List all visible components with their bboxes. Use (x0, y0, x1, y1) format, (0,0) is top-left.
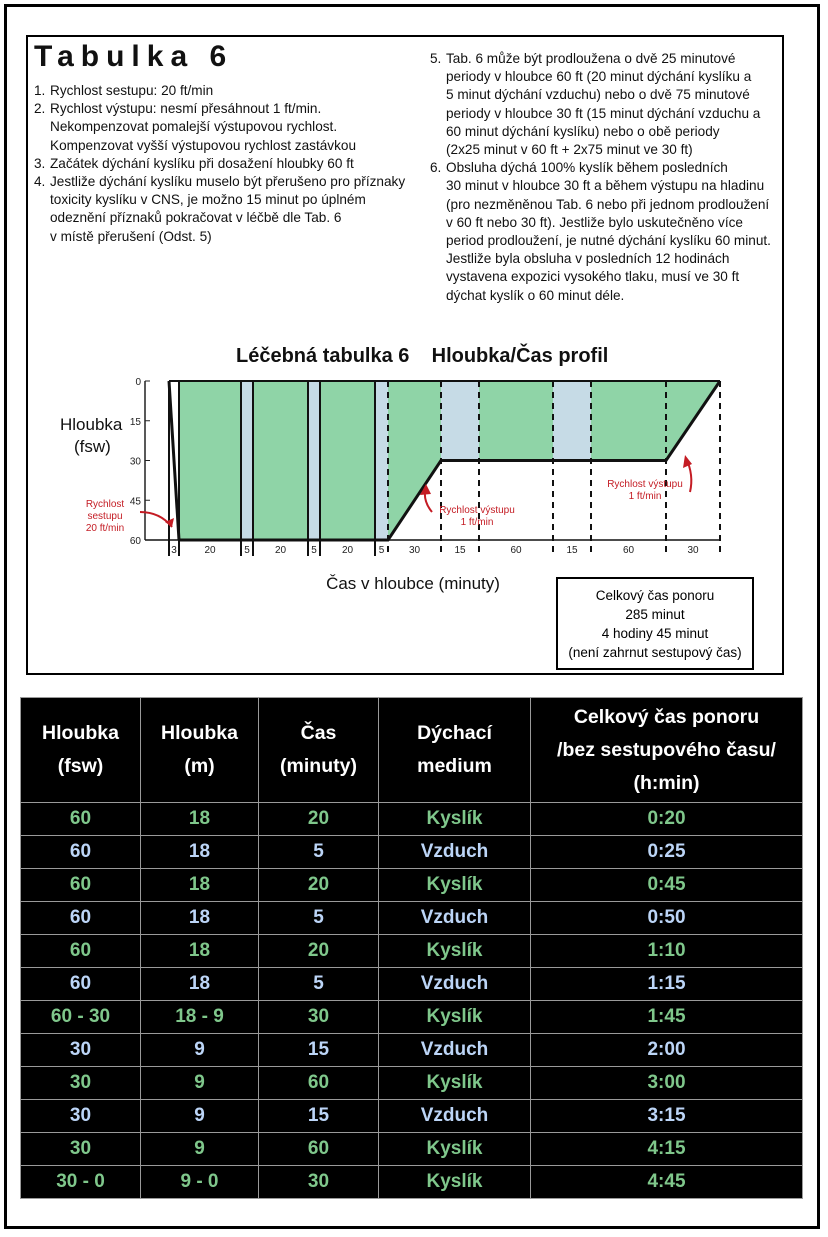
note-line: Obsluha dýchá 100% kyslík během posledních (446, 160, 728, 176)
note-line: 30 minut v hloubce 30 ft a během výstupu na hladinu (446, 178, 765, 194)
note-number: 3. (34, 155, 46, 171)
table-cell: 4:45 (531, 1166, 803, 1199)
oxygen-segment (591, 381, 666, 461)
table-cell: 9 (141, 1067, 259, 1100)
table-cell: 0:25 (531, 836, 803, 869)
note-line: Jestliže byla obsluha v posledních 12 hodinách (446, 251, 730, 267)
oxygen-segment (320, 381, 375, 540)
segment-minutes-label: 60 (510, 545, 522, 556)
table-cell: 0:45 (531, 869, 803, 902)
table-cell: 0:50 (531, 902, 803, 935)
air-segment (375, 381, 388, 540)
segment-minutes-label: 5 (244, 545, 250, 556)
column-header (259, 698, 379, 803)
table-cell: 20 (259, 935, 379, 968)
table-cell: Vzduch (379, 1100, 531, 1133)
table-row (21, 1133, 803, 1166)
note-line: 5 minut dýchání vzduchu) nebo o dvě 75 minutové (446, 87, 750, 103)
table-cell: Kyslík (379, 803, 531, 836)
table-row (21, 935, 803, 968)
table-cell: 30 (259, 1166, 379, 1199)
note-number: 4. (34, 174, 46, 190)
table-cell: 9 (141, 1100, 259, 1133)
note-line: v 60 ft nebo 30 ft). Jestliže bylo uskutečněno více (446, 214, 743, 230)
ascent-note-line: Rychlost výstupu (439, 505, 515, 516)
table-cell: 18 (141, 836, 259, 869)
table-row (21, 1034, 803, 1067)
note-line: Nekompenzovat pomalejší výstupovou rychlost. (50, 119, 338, 135)
note-line: period prodloužení, je nutné dýchání kyslíku 60 minut. (446, 233, 771, 249)
table-cell: 60 (21, 803, 141, 836)
table-cell: 60 - 30 (21, 1001, 141, 1034)
air-segment (241, 381, 253, 540)
table-cell: 0:20 (531, 803, 803, 836)
note-line: v místě přerušení (Odst. 5) (50, 228, 212, 244)
table-header-row (21, 698, 803, 803)
oxygen-segment (179, 381, 241, 540)
y-axis-unit: (fsw) (74, 437, 111, 456)
table-cell: 60 (21, 869, 141, 902)
table-cell: Kyslík (379, 1001, 531, 1034)
table-cell: 60 (259, 1067, 379, 1100)
oxygen-segment (479, 381, 553, 461)
descent-note-line: sestupu (87, 511, 123, 522)
table-cell: 2:00 (531, 1034, 803, 1067)
column-header (379, 698, 531, 803)
ascent-note-line: Rychlost výstupu (607, 479, 683, 490)
table-cell: 30 - 0 (21, 1166, 141, 1199)
segment-minutes-label: 30 (408, 545, 421, 556)
chart-title: Léčebná tabulka 6 Hloubka/Čas profil (236, 345, 609, 367)
table-cell: 18 (141, 869, 259, 902)
table-cell: 5 (259, 836, 379, 869)
table-row (21, 1001, 803, 1034)
table-cell: 5 (259, 902, 379, 935)
table-cell: 15 (259, 1100, 379, 1133)
table-cell: 30 (21, 1067, 141, 1100)
segment-minutes-label: 5 (311, 545, 317, 556)
note-line: Rychlost výstupu: nesmí přesáhnout 1 ft/min. (50, 101, 322, 117)
air-segment (553, 381, 591, 461)
segment-minutes-label: 15 (566, 545, 578, 556)
table-cell: 30 (21, 1100, 141, 1133)
table-cell: 1:10 (531, 935, 803, 968)
table-cell: 60 (21, 935, 141, 968)
table-cell: 30 (21, 1034, 141, 1067)
y-axis-label: Hloubka (60, 415, 123, 434)
table-cell: Kyslík (379, 869, 531, 902)
table-cell: 18 (141, 935, 259, 968)
table-cell: 18 (141, 968, 259, 1001)
ascent-segment (388, 381, 441, 540)
segment-minutes-label: 3 (171, 545, 177, 556)
note-line: Rychlost sestupu: 20 ft/min (50, 83, 214, 98)
segment-minutes-label: 20 (341, 545, 354, 556)
table-cell: 20 (259, 803, 379, 836)
note-line: Tab. 6 může být prodloužena o dvě 25 minutové (446, 51, 736, 66)
note-line: Jestliže dýchání kyslíku muselo být přerušeno pro příznaky (50, 174, 406, 190)
table-cell: 60 (21, 836, 141, 869)
column-header-line: Dýchací (417, 722, 492, 744)
segment-minutes-label: 20 (274, 545, 287, 556)
column-header-line: /bez sestupového času/ (557, 738, 776, 761)
table-cell: 60 (259, 1133, 379, 1166)
table-cell: 9 - 0 (141, 1166, 259, 1199)
table-cell: Vzduch (379, 1034, 531, 1067)
table-row (21, 1067, 803, 1100)
table-cell: 15 (259, 1034, 379, 1067)
table-cell: 9 (141, 1133, 259, 1166)
page-title: Tabulka 6 (34, 40, 234, 73)
ascent-note-arrowhead (683, 455, 692, 468)
table-cell: 60 (21, 968, 141, 1001)
y-tick-label: 60 (129, 536, 141, 547)
y-tick-label: 15 (129, 416, 141, 428)
note-line: toxicity kyslíku v CNS, je možno 15 minut po úplném (50, 192, 366, 208)
note-number: 1. (34, 83, 46, 98)
y-tick-label: 30 (129, 456, 141, 468)
column-header-line: (m) (184, 755, 215, 777)
column-header-line: Hloubka (42, 722, 119, 744)
table-row (21, 902, 803, 935)
table-cell: 1:15 (531, 968, 803, 1001)
table-cell: 3:15 (531, 1100, 803, 1133)
table-cell: Kyslík (379, 1133, 531, 1166)
note-line: dýchat kyslík o 60 minut déle. (446, 287, 625, 303)
table-cell: 18 (141, 902, 259, 935)
note-number: 6. (430, 160, 442, 176)
column-header (531, 698, 803, 803)
descent-note-line: Rychlost (85, 499, 125, 510)
note-line: Začátek dýchání kyslíku při dosažení hloubky 60 ft (50, 155, 354, 171)
summary-line: 4 hodiny 45 minut (601, 626, 709, 641)
table-row (21, 803, 803, 836)
column-header-line: Celkový čas ponoru (573, 705, 760, 728)
column-header-line: (h:min) (633, 771, 700, 794)
segment-minutes-label: 15 (454, 545, 466, 556)
descent-note-line: 20 ft/min (85, 523, 125, 534)
segment-minutes-label: 60 (622, 545, 635, 556)
treatment-table (20, 697, 803, 1199)
table-row (21, 869, 803, 902)
ascent-note-line: 1 ft/min (460, 517, 494, 528)
note-line: periody v hloubce 60 ft (20 minut dýchání kyslíku a (446, 69, 752, 85)
column-header-line: Čas (300, 722, 337, 744)
air-segment (441, 381, 479, 461)
note-line: vystavena expozici vysokého tlaku, musí ve 30 ft (446, 269, 740, 285)
table-cell: 4:15 (531, 1133, 803, 1166)
summary-line: Celkový čas ponoru (595, 588, 715, 603)
column-header-line: Hloubka (161, 722, 238, 744)
table-cell: 5 (259, 968, 379, 1001)
y-tick-label: 45 (129, 496, 141, 508)
oxygen-segment (253, 381, 308, 540)
table-row (21, 968, 803, 1001)
air-segment (308, 381, 320, 540)
note-line: (pro nezměněnou Tab. 6 nebo při jednom prodloužení (446, 196, 770, 212)
table-cell: Kyslík (379, 1067, 531, 1100)
table-cell: 9 (141, 1034, 259, 1067)
table-cell: 60 (21, 902, 141, 935)
column-header (141, 698, 259, 803)
column-header-line: (fsw) (57, 755, 104, 777)
column-header (21, 698, 141, 803)
table-cell: 3:00 (531, 1067, 803, 1100)
table-cell: Vzduch (379, 902, 531, 935)
table-cell: 18 - 9 (141, 1001, 259, 1034)
summary-line: (není zahrnut sestupový čas) (568, 645, 742, 660)
total-time-summary (556, 577, 754, 670)
note-number: 2. (34, 101, 46, 117)
y-tick-label: 0 (135, 377, 141, 388)
table-cell: Kyslík (379, 935, 531, 968)
column-header-line: medium (417, 755, 492, 777)
ascent-note-line: 1 ft/min (628, 491, 662, 502)
note-line: 60 minut dýchání kyslíku) nebo o obě periody (446, 123, 720, 139)
table-cell: Vzduch (379, 968, 531, 1001)
note-line: odeznění příznaků pokračovat v léčbě dle Tab. 6 (50, 210, 342, 226)
segment-minutes-label: 20 (204, 545, 216, 556)
note-line: Kompenzovat vyšší výstupovou rychlost zastávkou (50, 137, 356, 153)
table-row (21, 1100, 803, 1133)
table-cell: Vzduch (379, 836, 531, 869)
table-row (21, 1166, 803, 1199)
note-line: (2x25 minut v 60 ft + 2x75 minut ve 30 ft) (446, 142, 693, 158)
table-row (21, 836, 803, 869)
segment-minutes-label: 5 (378, 545, 385, 556)
table-cell: 30 (21, 1133, 141, 1166)
x-axis-label: Čas v hloubce (minuty) (326, 574, 500, 593)
table-cell: 30 (259, 1001, 379, 1034)
summary-line: 285 minut (625, 607, 685, 622)
table-cell: 20 (259, 869, 379, 902)
note-line: periody v hloubce 30 ft (15 minut dýchání vzduchu a (446, 105, 761, 121)
column-header-line: (minuty) (280, 755, 357, 777)
table-cell: 1:45 (531, 1001, 803, 1034)
table-cell: 18 (141, 803, 259, 836)
note-number: 5. (430, 51, 442, 66)
segment-minutes-label: 30 (687, 545, 699, 556)
table-cell: Kyslík (379, 1166, 531, 1199)
